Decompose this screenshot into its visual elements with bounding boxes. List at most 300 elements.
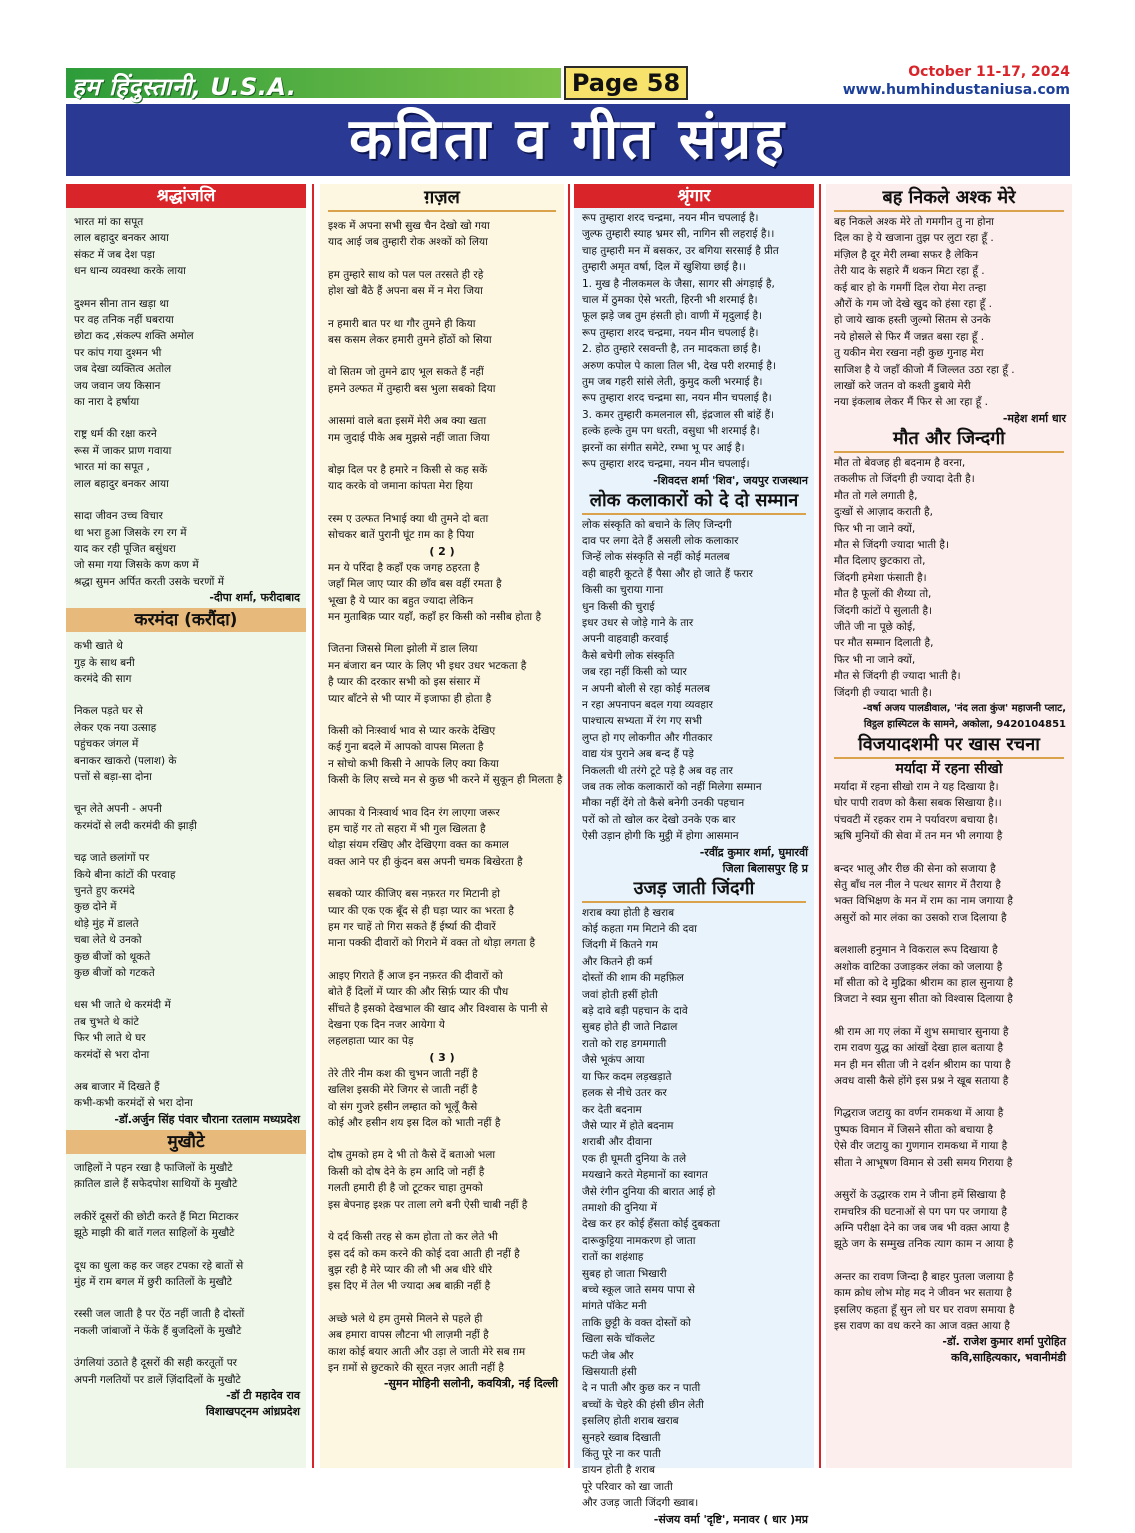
poem-line: बच्चे स्कूल जाते समय पापा से: [582, 1283, 696, 1296]
poem-line: अवध वासी कैसे होंगे इस प्रश्न ने खूब सताया है: [834, 1075, 1009, 1088]
poem-line: सुनहरे ख्वाब दिखाती: [582, 1431, 661, 1444]
poem-line: बनाकर खाकरो (पलाश) के: [74, 754, 177, 767]
poem-line: इस रावण का वध करने का आज वक़्त आया है: [834, 1319, 1010, 1332]
poem-line: राष्ट्र धर्म की रक्षा करने: [74, 428, 157, 441]
poem-line: फिर भी लाते थे घर: [74, 1032, 146, 1045]
poem-line: उंगलियां उठाते है दूसरों की सही करतूतों पर: [74, 1357, 237, 1370]
poem-line: जब देखा व्यक्तित्व अतोल: [74, 363, 172, 376]
poem-line: था भरा हुआ जिसके रग रग में: [74, 526, 187, 539]
poem-line: हमने उल्फत में तुम्हारी बस भुला सबको दिया: [328, 382, 496, 395]
poem-title-mukhaute: मुखौटे: [66, 1130, 306, 1154]
poem-line: किसी का चुराया गाना: [582, 584, 664, 597]
poem-line: कुछ बीजों को थूकते: [74, 950, 151, 963]
poem-line: शराबी और दीवाना: [582, 1136, 652, 1149]
poem-line: दिल का हे ये खजाना तुझ पर लुटा रहा हूँ .: [834, 232, 994, 245]
poem-line: चाल में ठुमका ऐसे भरती, हिरनी भी शरमाई है।: [582, 294, 758, 307]
poem-line: हम चाहें गर तो सहरा में भी गुल खिलता है: [328, 822, 486, 835]
poem-body: [574, 515, 814, 845]
poem-line: चून लेते अपनी - अपनी: [74, 803, 162, 816]
poem-line: ऐसी उड़ान होगी कि मुट्ठी में होगा आसमान: [582, 830, 739, 843]
poem-line: फूल झड़े जब तुम हंसती हो। वाणी में मृदुलाई है।: [582, 310, 763, 323]
stanza-gap: [328, 707, 556, 723]
poem-line: तमाशो की दुनिया में: [582, 1201, 657, 1214]
stanza-gap: [74, 1063, 298, 1079]
section-banner: [66, 104, 1070, 180]
poem-line: न सोचो कभी किसी ने आपके लिए क्या किया: [328, 757, 499, 770]
stanza-gap: [74, 1339, 298, 1355]
poem-line: गुड़ के साथ बनी: [74, 656, 135, 669]
poem-line: पहुंचकर जंगल में: [74, 738, 139, 751]
poem-line: थोड़ा संयम रखिए और देखिएगा वक्त का कमाल: [328, 839, 509, 852]
poem-line: भारत मां का सपूत ,: [74, 461, 150, 474]
poem-body: [66, 1154, 306, 1388]
stanza-gap: [328, 870, 556, 886]
poem-line: भूखा है ये प्यार का बहुत ज्यादा लेकिन: [328, 594, 474, 607]
poem-line: चुनते हुए करमंदे: [74, 885, 135, 897]
poem-body: [826, 453, 1072, 701]
poem-line: एक ही घूमती दुनिया के तले: [582, 1152, 687, 1165]
poem-line: हलक से नीचे उतर कर: [582, 1087, 667, 1100]
poem-line: वाद्य यंत्र पुराने अब बन्द हैं पड़े: [582, 748, 694, 761]
poem-line: कोई और हसीन शय इस दिल को भाती नहीं है: [328, 1117, 501, 1130]
poem-author: -महेश शर्मा धार: [1002, 411, 1066, 425]
poem-line: देखना एक दिन नजर आयेगा ये: [328, 1019, 445, 1032]
poem-line: तकलीफ तो जिंदगी ही ज्यादा देती है।: [834, 473, 975, 486]
poem-line: का नारा दे हर्षाया: [74, 396, 140, 409]
poem-author-place: विट्ठल हास्पिटल के सामने, अकोला, 9420104851: [863, 718, 1066, 730]
poem-body: [66, 632, 306, 1112]
poem-line: और उजड़ जाती जिंदगी ख्वाब।: [582, 1497, 699, 1510]
poem-line: प्यार की एक एक बूँद से ही घड़ा प्यार का भरता है: [328, 904, 515, 917]
poem-author-place: विशाखपट्नम आंध्रप्रदेश: [205, 1404, 300, 1418]
poem-line: गम जुदाई पीके अब मुझसे नहीं जाता जिया: [328, 431, 490, 444]
poem-line: शराब क्या होती है खराब: [582, 906, 675, 919]
column-4: [826, 184, 1072, 1468]
poem-line: मौत तो गले लगाती है,: [834, 489, 918, 502]
poem-line: हल्के हल्के तुम पग धरती, वसुधा भी शरमाई है।: [582, 425, 760, 438]
poem-line: अग्नि परीक्षा देने का जब जब भी वक़्त आया है: [834, 1221, 1010, 1234]
poem-line: मौका नहीं देंगे तो कैसे बनेगी उनकी पहचान: [582, 797, 745, 810]
poem-line: कई बार हो के गमगीं दिल रोया मेरा तन्हा: [834, 281, 987, 294]
poem-line: करमंदों से भरा दोना: [74, 1048, 150, 1061]
poem-line: प्यार बाँटने से भी प्यार में इजाफा ही होता है: [328, 692, 492, 705]
poem-line: इसलिए कहता हूँ सुन लो घर घर रावण समाया है: [834, 1303, 1015, 1316]
stanza-number: ( 2 ): [429, 544, 455, 558]
poem-line: पंचवटी में रहकर राम ने पर्यावरण बचाया है।: [834, 813, 998, 826]
poem-line: तुम जब गहरी सांसे लेती, कुमुद कली भरमाई है।: [582, 376, 763, 389]
poem-line: इधर उधर से जोड़े गाने के तार: [582, 616, 694, 629]
poem-line: 2. होठ तुम्हारे रसवन्ती है, तन मादकता छाई है।: [582, 343, 761, 356]
poem-line: हो जाये खाक हस्ती जुल्मो सितम से उनके: [834, 314, 991, 327]
poem-author: -डॉ. राजेश कुमार शर्मा पुरोहित: [942, 1335, 1066, 1349]
poem-line: जवां होती हसीं होती: [582, 988, 658, 1001]
stanza-gap: [74, 834, 298, 850]
website-link[interactable]: www.humhindustaniusa.com: [842, 82, 1070, 98]
poem-line: जय जवान जय किसान: [74, 379, 161, 392]
poem-line: काम क्रोध लोभ मोह मद ने जीवन भर सताया है: [834, 1287, 1012, 1300]
poem-line: बोझ दिल पर है हमारे न किसी से कह सकें: [328, 464, 488, 477]
poem-line: रस्म ए उल्फत निभाई क्या थी तुमने दो बता: [328, 512, 489, 525]
poem-line: किसी के लिए सच्चे मन से कुछ भी करने में सुकून ही मिलता है: [328, 774, 563, 787]
poem-line: और कितने ही कर्म: [582, 955, 653, 968]
poem-line: छोटा कद ,संकल्प शक्ति अमोल: [74, 330, 194, 343]
poem-line: इस दर्द को कम करने की कोई दवा आती ही नहीं है: [328, 1247, 520, 1260]
poem-line: पाश्चात्य सभ्यता में रंग गए सभी: [582, 715, 703, 728]
poem-line: सेतु बाँध नल नील ने पत्थर सागर में तैराया है: [834, 879, 1001, 891]
poem-body: [826, 212, 1072, 411]
poem-subtitle: मर्यादा में रहना सीखो: [895, 760, 1003, 777]
poem-line: वही बाहरी कूटते हैं पैसा और हो जाते हैं फरार: [582, 567, 753, 580]
poem-line: आइए गिराते हैं आज इन नफ़रत की दीवारों को: [328, 969, 503, 982]
stanza-gap: [328, 348, 556, 364]
poem-line: गिद्धराज जटायु का वर्णन रामकथा में आया है: [834, 1107, 1004, 1120]
poem-line: बुझ रही है मेरे प्यार की लौ भी अब धीरे धीरे: [328, 1263, 492, 1276]
poem-line: श्री राम आ गए लंका में शुभ समाचार सुनाया है: [834, 1025, 1009, 1038]
poem-line: धुन किसी की चुराई: [582, 600, 655, 613]
poem-line: ऐसे वीर जटायु का गुणगान रामकथा में गाया है: [834, 1140, 1008, 1153]
poem-line: झरनों का संगीत समेटे, रम्भा भू पर आई है।: [582, 441, 745, 454]
poem-title-lok-kalakar: लोक कलाकारों को दे दो सम्मान: [582, 489, 806, 515]
poem-line: जैसे प्यार में होते बदनाम: [582, 1119, 674, 1132]
poem-line: चढ़ जाते छलांगों पर: [74, 852, 150, 865]
poem-line: इस बेपनाह इश्क़ पर ताला लगे बनी ऐसी चाबी नहीं है: [328, 1198, 528, 1211]
poem-line: जब तक लोक कलाकारों को नहीं मिलेगा सम्मान: [582, 781, 762, 793]
poem-line: क़ातिल डाले हैं सफेदपोश साथियों के मुखौटे: [74, 1178, 238, 1191]
poem-line: खिसयाती हंसी: [582, 1366, 637, 1378]
poem-line: अब बाजार में दिखते हैं: [74, 1081, 160, 1094]
poem-line: मर्यादा में रहना सीखो राम ने यह दिखाया है।: [834, 780, 999, 793]
poem-line: रूप तुम्हारा शरद चन्द्रमा सा, नयन मीन चपलाई है।: [582, 392, 772, 405]
poem-line: जैसे रंगीन दुनिया की बारात आई हो: [582, 1185, 716, 1198]
poem-line: कुछ बीजों को गटकते: [74, 967, 155, 980]
poem-line: रूप तुम्हारा शरद चन्द्रमा, नयन मीन चपलाई।: [582, 458, 750, 471]
poem-author: -डॉ.अर्जुन सिंह पंवार चौराना रतलाम मध्यप्रदेश: [114, 1112, 300, 1126]
poem-line: रातों का शहंशाह: [582, 1251, 644, 1264]
poem-title-vijayadashami: विजयादशमी पर खास रचना: [834, 733, 1064, 759]
stanza-gap: [834, 845, 1064, 861]
issue-date: October 11-17, 2024: [908, 64, 1070, 80]
poem-line: पर मौत सम्मान दिलाती है,: [834, 637, 934, 650]
poem-line: मौत तो बेवजह ही बदनाम है वरना,: [834, 456, 966, 469]
poem-line: वो संग गुजरे हसीन लम्हात को भूलूँ कैसे: [328, 1100, 478, 1113]
poem-line: या फिर कदम लड़खड़ाते: [582, 1070, 672, 1083]
poem-line: इसलिए होती शराब खराब: [582, 1415, 679, 1428]
poem-line: रामचरित्र की घटनाओं से पग पग पर जगाया है: [834, 1205, 1007, 1218]
poem-line: कभी खाते थे: [74, 640, 123, 653]
poem-line: जीते जी ना पूछे कोई,: [834, 620, 916, 633]
poem-line: मौत से जिंदगी ही ज्यादा भाती है।: [834, 670, 961, 683]
poem-line: हम गर चाहें तो गिरा सकते हैं ईर्ष्या की दीवारें: [328, 921, 496, 933]
column-divider: [568, 184, 570, 1468]
poem-line: न रहा अपनापन बदल गया व्यवहार: [582, 698, 713, 711]
poem-title-maut-aur-zindagi: मौत और जिन्दगी: [834, 427, 1064, 453]
poem-line: लोक संस्कृति को बचाने के लिए जिन्दगी: [582, 518, 732, 531]
poem-line: दूध का धुला कह कर जहर टपका रहे बातों से: [74, 1259, 244, 1272]
stanza-gap: [74, 1242, 298, 1258]
poem-line: चाह तुम्हारी मन में बसकर, उर बगिया सरसाई है प्रीत: [582, 244, 779, 257]
poem-line: सीता ने आभूषण विमान से उसी समय गिराया है: [834, 1156, 1013, 1169]
poem-line: दुश्मन सीना तान खड़ा था: [74, 297, 169, 310]
poem-line: कुछ दोने में: [74, 901, 117, 914]
poem-line: अन्तर का रावण जिन्दा है बाहर पुतला जलाया है: [834, 1270, 1014, 1283]
poem-line: गलती हमारी ही है जो टूटकर चाहा तुमको: [328, 1182, 483, 1195]
poem-body: [826, 779, 1072, 1334]
poem-line: पूरे परिवार को खा जाती: [582, 1480, 673, 1493]
poem-line: जिंदगी हमेशा फंसाती है।: [834, 571, 927, 584]
poem-line: पर कांप गया दुश्मन भी: [74, 346, 162, 359]
poem-line: खिला सके चॉकलेट: [582, 1333, 655, 1346]
poem-line: सुबह होते ही जाते निढाल: [582, 1021, 678, 1034]
poem-author: -वर्षा अजय पालडीवाल, 'नंद लता कुंज' महाजनी प्लाट,: [862, 702, 1066, 714]
stanza-gap: [74, 687, 298, 703]
column-divider: [312, 184, 314, 1468]
poem-line: तेरी याद के सहारे मैं थकन मिटा रहा हूँ .: [834, 265, 985, 278]
poem-title-ujad-jati-zindagi: उजड़ जाती जिंदगी: [582, 877, 806, 903]
stanza-gap: [328, 952, 556, 968]
poem-line: लकीरें दूसरों की छोटी करते हैं मिटा मिटाकर: [74, 1210, 239, 1223]
poem-line: वो सितम जो तुमने ढाए भूल सकते हैं नहीं: [328, 366, 484, 379]
poem-line: जिंदगी ही ज्यादा भाती है।: [834, 686, 932, 699]
poem-line: श्रद्धा सुमन अर्पित करती उसके चरणों में: [74, 575, 224, 588]
poem-title-karmanda: करमंदा (करौंदा): [66, 608, 306, 632]
poem-line: है प्यार की दरकार सभी को इस संसार में: [328, 676, 480, 689]
poem-line: झूठे जग के सम्मुख तनिक त्याग काम न आया है: [834, 1238, 1014, 1251]
poem-line: 1. मुख है नीलकमल के जैसा, सागर सी अंगड़ाई है,: [582, 277, 775, 290]
poem-line: याद करके वो जमाना कांपता मेरा हिया: [328, 480, 473, 493]
stanza-gap: [74, 981, 298, 997]
column-2: [320, 184, 564, 1468]
poem-line: न हमारी बात पर था गौर तुमने ही किया: [328, 317, 476, 330]
poem-author: -शिवदत्त शर्मा 'शिव', जयपुर राजस्थान: [653, 473, 808, 487]
poem-line: मौत है फूलों की शैय्या तो,: [834, 588, 932, 601]
poem-line: याद आई जब तुम्हारी रोक अश्कों को लिया: [328, 236, 488, 249]
stanza-gap: [328, 397, 556, 413]
poem-body: [320, 212, 564, 544]
poem-line: देख कर हर कोई हँसता कोई दुबकता: [582, 1218, 721, 1231]
poem-line: जो समा गया जिसके कण कण में: [74, 559, 199, 572]
poem-line: सबको प्यार कीजिए बस नफ़रत गर मिटानी हो: [328, 888, 500, 901]
poem-line: किंतु पूरे ना कर पाती: [582, 1448, 661, 1461]
poem-line: नया इंकलाब लेकर मैं फिर से आ रहा हूँ .: [834, 396, 988, 409]
poem-line: ये दर्द किसी तरह से कम होता तो कर लेते भी: [328, 1231, 498, 1244]
poem-line: डायन होती है शराब: [582, 1464, 655, 1477]
poem-line: लाल बहादुर बनकर आया: [74, 232, 169, 245]
poem-line: अशोक वाटिका उजाड़कर लंका को जलाया है: [834, 960, 1003, 973]
stanza-gap: [328, 251, 556, 267]
poem-line: चबा लेते थे उनको: [74, 934, 142, 947]
section-title: कविता व गीत संग्रह: [349, 107, 787, 172]
poem-line: बच्चों के चेहरे की हंसी छीन लेती: [582, 1398, 704, 1411]
poem-line: जिन्हें लोक संस्कृति से नहीं कोई मतलब: [582, 551, 730, 564]
stanza-gap: [834, 1253, 1064, 1269]
poem-line: औरों के गम जो देखे खुद को हंसा रहा हूँ .: [834, 298, 992, 311]
poem-author: -दीपा शर्मा, फरीदाबाद: [209, 591, 300, 605]
poem-line: ऋषि मुनियों की सेवा में तन मन भी लगाया है: [834, 830, 1003, 843]
poem-line: झूठे माझी की बातें गलत साहिलों के मुखौटे: [74, 1227, 235, 1240]
poem-body: [320, 560, 564, 1050]
poem-title-ghazal: ग़ज़ल: [328, 186, 556, 212]
poem-line: होश खो बैठे हैं अपना बस में न मेरा जिया: [328, 285, 483, 298]
poem-line: रूस में जाकर प्राण गवाया: [74, 444, 172, 457]
poem-line: भारत मां का सपूत: [74, 216, 144, 228]
poem-line: इश्क में अपना सभी सुख चैन देखो खो गया: [328, 220, 490, 232]
poem-line: तब चुभते थे कांटे: [74, 1015, 139, 1028]
column-divider: [819, 184, 821, 1468]
poem-line: फिर भी ना जाने क्यों,: [834, 522, 916, 535]
poem-line: मन ये परिंदा है कहाँ एक जगह ठहरता है: [328, 561, 480, 574]
poem-line: बोते हैं दिलों में प्यार की और सिर्फ़ प्यार की पौध: [328, 986, 509, 999]
poem-line: इस दिए में तेल भी ज्यादा अब बाक़ी नहीं है: [328, 1280, 491, 1293]
poem-line: घोर पापी रावण को कैसा सबक सिखाया है।।: [834, 797, 1002, 810]
poem-line: जहाँ मिल जाए प्यार की छाँव बस वहीं रमता है: [328, 578, 502, 591]
masthead: [66, 64, 1070, 100]
poem-line: निकलती थी तरंगे टूटे पड़े है अब वह तार: [582, 764, 733, 777]
poem-line: तु यकीन मेरा रखना नही कुछ गुनाह मेरा: [834, 347, 984, 360]
poem-line: असुरों को मार लंका का उसको राज दिलाया है: [834, 911, 1007, 924]
poem-line: मंज़िल है दूर मेरी लम्बा सफर है लेकिन: [834, 248, 979, 261]
poem-line: थोड़े मुंह में डालते: [74, 917, 139, 930]
poem-line: जुल्फ तुम्हारी स्याह भ्रमर सी, नागिन सी लहराई है।।: [582, 228, 775, 241]
poem-body: [574, 903, 814, 1512]
poem-line: कर देती बदनाम: [582, 1103, 642, 1116]
poem-line: अरुण कपोल पे काला तिल भी, देख परी शरमाई है।: [582, 359, 776, 372]
poem-line: मयखाने करते मेहमानों का स्वागत: [582, 1169, 708, 1182]
poem-line: न अपनी बोली से रहा कोई मतलब: [582, 682, 710, 695]
poem-line: मौत से जिंदगी ज्यादा भाती है।: [834, 538, 949, 551]
stanza-gap: [74, 1290, 298, 1306]
poem-line: बन्दर भालू और रीछ की सेना को सजाया है: [834, 862, 996, 875]
poem-line: नकली जांबाजों ने फेंके हैं बुजदिलों के मुखौटे: [74, 1324, 242, 1337]
poem-line: नये होसले से फिर मैं जन्नत बसा रहा हूँ .: [834, 330, 985, 343]
stanza-gap: [328, 495, 556, 511]
poem-line: मांगते पॉकेट मनी: [582, 1300, 647, 1313]
column-3: [574, 184, 814, 1526]
poem-line: साजिश है ये जहाँ कीजो मैं जिल्लत उठा रहा हूँ .: [834, 363, 1015, 376]
stanza-gap: [74, 785, 298, 801]
poem-line: परों को तो खोल कर देखो उनके एक बार: [582, 813, 736, 826]
poem-line: सींचते है इसको देखभाल की खाद और विश्वास के पानी से: [328, 1002, 548, 1015]
stanza-number: ( 3 ): [429, 1050, 455, 1064]
poem-line: लहलहाता प्यार का पेड़: [328, 1035, 414, 1048]
stanza-gap: [834, 1089, 1064, 1105]
brand-band: [66, 68, 561, 101]
column-1: [66, 184, 306, 1468]
stanza-gap: [328, 789, 556, 805]
poem-line: याद कर रही पूजित बसुंधरा: [74, 542, 176, 555]
poem-line: पुष्पक विमान में जिसने सीता को बचाया है: [834, 1123, 993, 1136]
poem-line: 3. कमर तुम्हारी कमलनाल सी, इंद्रजाल सी बांहें हैं।: [582, 408, 775, 421]
poem-line: खलिश इसकी मेरे जिगर से जाती नहीं है: [328, 1084, 478, 1097]
stanza-gap: [74, 410, 298, 426]
poem-line: करमंदों से लदी करमंदी की झाड़ी: [74, 819, 197, 832]
poem-line: राम रावण युद्ध का आंखों देखा हाल बताया है: [834, 1042, 1004, 1055]
poem-line: पत्तों से बड़ा-सा दोना: [74, 770, 152, 783]
poem-author: -संजय वर्मा 'दृष्टि', मनावर ( धार )मप्र: [653, 1512, 808, 1526]
poem-author: -रवींद्र कुमार शर्मा, घुमारवीं: [699, 845, 808, 859]
poem-line: मुंह में राम बगल में छुरी कातिलों के मुखौटे: [74, 1275, 233, 1288]
poem-line: जैसे भूकंप आया: [582, 1054, 645, 1067]
poem-line: वक्त आने पर ही कुंदन बस अपनी चमक बिखेरता है: [328, 855, 523, 868]
stanza-gap: [74, 492, 298, 508]
poem-line: लुप्त हो गए लोकगीत और गीतकार: [582, 731, 713, 744]
poem-line: जिंदगी कांटों पे सुलाती है।: [834, 604, 933, 617]
poem-line: तेरे तीरे नीम कश की चुभन जाती नहीं है: [328, 1067, 478, 1080]
poem-line: कोई कहता गम मिटाने की दवा: [582, 923, 697, 936]
page-number: Page 58: [564, 66, 688, 100]
stanza-gap: [74, 280, 298, 296]
poem-line: असुरों के उद्धारक राम ने जीना हमें सिखाया है: [834, 1189, 1006, 1202]
poem-line: कभी-कभी करमंदों से भरा दोना: [74, 1097, 193, 1110]
poem-author-place: कवि,साहित्यकार, भवानीमंडी: [951, 1351, 1066, 1365]
poem-line: किसी को निःस्वार्थ भाव से प्यार करके देखिए: [328, 724, 496, 737]
poem-body: [320, 1066, 564, 1377]
poem-line: लाल बहादुर बनकर आया: [74, 477, 169, 490]
poem-line: इन ग़मों से छुटकारे की सूरत नज़र आती नहीं है: [328, 1361, 504, 1374]
poem-line: संकट में जब देश पड़ा: [74, 248, 155, 261]
stanza-gap: [328, 1213, 556, 1229]
poem-line: दुःखों से आज़ाद कराती है,: [834, 506, 933, 519]
poem-line: जाहिलों ने पहन रखा है फाजिलों के मुखौटे: [74, 1161, 233, 1174]
poem-line: फिर भी ना जाने क्यों,: [834, 653, 916, 666]
poem-line: जिंदगी में कितने गम: [582, 939, 658, 952]
poem-line: किये बीना कांटों की परवाह: [74, 868, 176, 881]
stanza-gap: [74, 1193, 298, 1209]
poem-line: लेकर एक नया उत्साह: [74, 721, 157, 734]
poem-line: दोस्तों की शाम की महफ़िल: [582, 972, 684, 985]
poem-line: दे न पाती और कुछ कर न पाती: [582, 1382, 701, 1395]
poem-line: पर वह तनिक नहीं घबराया: [74, 314, 174, 327]
poem-line: करमंदे की साग: [74, 672, 132, 685]
poem-line: अपनी वाहवाही करवाई: [582, 633, 669, 646]
poem-line: धस भी जाते थे करमंदी में: [74, 999, 171, 1012]
poem-body: [66, 208, 306, 590]
stanza-gap: [328, 300, 556, 316]
brand-name: हम हिंदुस्तानी, U.S.A.: [72, 73, 297, 101]
poem-author: -डॉ टी महादेव राव: [226, 1388, 300, 1402]
poem-line: भक्त विभिक्षण के मन में राम का नाम जगाया है: [834, 895, 1013, 908]
poem-line: अब हमारा वापस लौटना भी लाज़मी नहीं है: [328, 1329, 489, 1342]
poem-title-shringar: श्रृंगार: [574, 184, 814, 208]
stanza-gap: [834, 1171, 1064, 1187]
stanza-gap: [834, 1008, 1064, 1024]
poem-line: बस कसम लेकर हमारी तुमने होंठों को सिया: [328, 334, 492, 347]
poem-line: किसी को दोष देने के हम आदि जो नहीं है: [328, 1165, 485, 1178]
poem-line: धन धान्य व्यवस्था करके लाया: [74, 265, 186, 278]
poem-line: फटी जेब और: [582, 1349, 634, 1362]
poem-line: रूप तुम्हारा शरद चन्द्रमा, नयन मीन चपलाई है।: [582, 326, 759, 339]
poem-line: कई गुना बदले में आपको वापस मिलता है: [328, 741, 484, 754]
poem-line: जब रहा नहीं किसी को प्यार: [582, 666, 687, 679]
poem-line: दाव पर लगा देते हैं असली लोक कलाकार: [582, 534, 739, 547]
poem-line: काश कोई बयार आती और उड़ा ले जाती मेरे सब ग़म: [328, 1345, 526, 1358]
poem-body: [574, 208, 814, 473]
poem-line: कैसे बचेगी लोक संस्कृति: [582, 649, 675, 662]
poem-line: सादा जीवन उच्च विचार: [74, 510, 163, 523]
poem-line: माना पक्की दीवारों को गिराने में वक्त तो थोड़ा लगता है: [328, 937, 536, 950]
stanza-gap: [834, 926, 1064, 942]
poem-line: मन मुताबिक़ प्यार यहाँ, कहाँ हर किसी को नसीब होता है: [328, 610, 542, 623]
poem-line: निकल पड़ते घर से: [74, 705, 143, 718]
poem-author: -सुमन मोहिनी सलोनी, कवयित्री, नई दिल्ली: [383, 1377, 558, 1391]
poem-title-shraddhanjali: श्रद्धांजलि: [66, 184, 306, 208]
poem-line: बलशाली हनुमान ने विकराल रूप दिखाया है: [834, 944, 998, 957]
poem-line: अच्छे भले थे हम तुमसे मिलने से पहले ही: [328, 1312, 483, 1325]
stanza-gap: [328, 625, 556, 641]
poem-author-place: जिला बिलासपुर हि प्र: [722, 861, 808, 875]
poem-line: रूप तुम्हारा शरद चन्द्रमा, नयन मीन चपलाई है।: [582, 212, 759, 224]
poem-title-bah-nikle: बह निकले अश्क मेरे: [834, 186, 1064, 212]
poem-line: मौत दिलाए छुटकारा तो,: [834, 555, 926, 568]
